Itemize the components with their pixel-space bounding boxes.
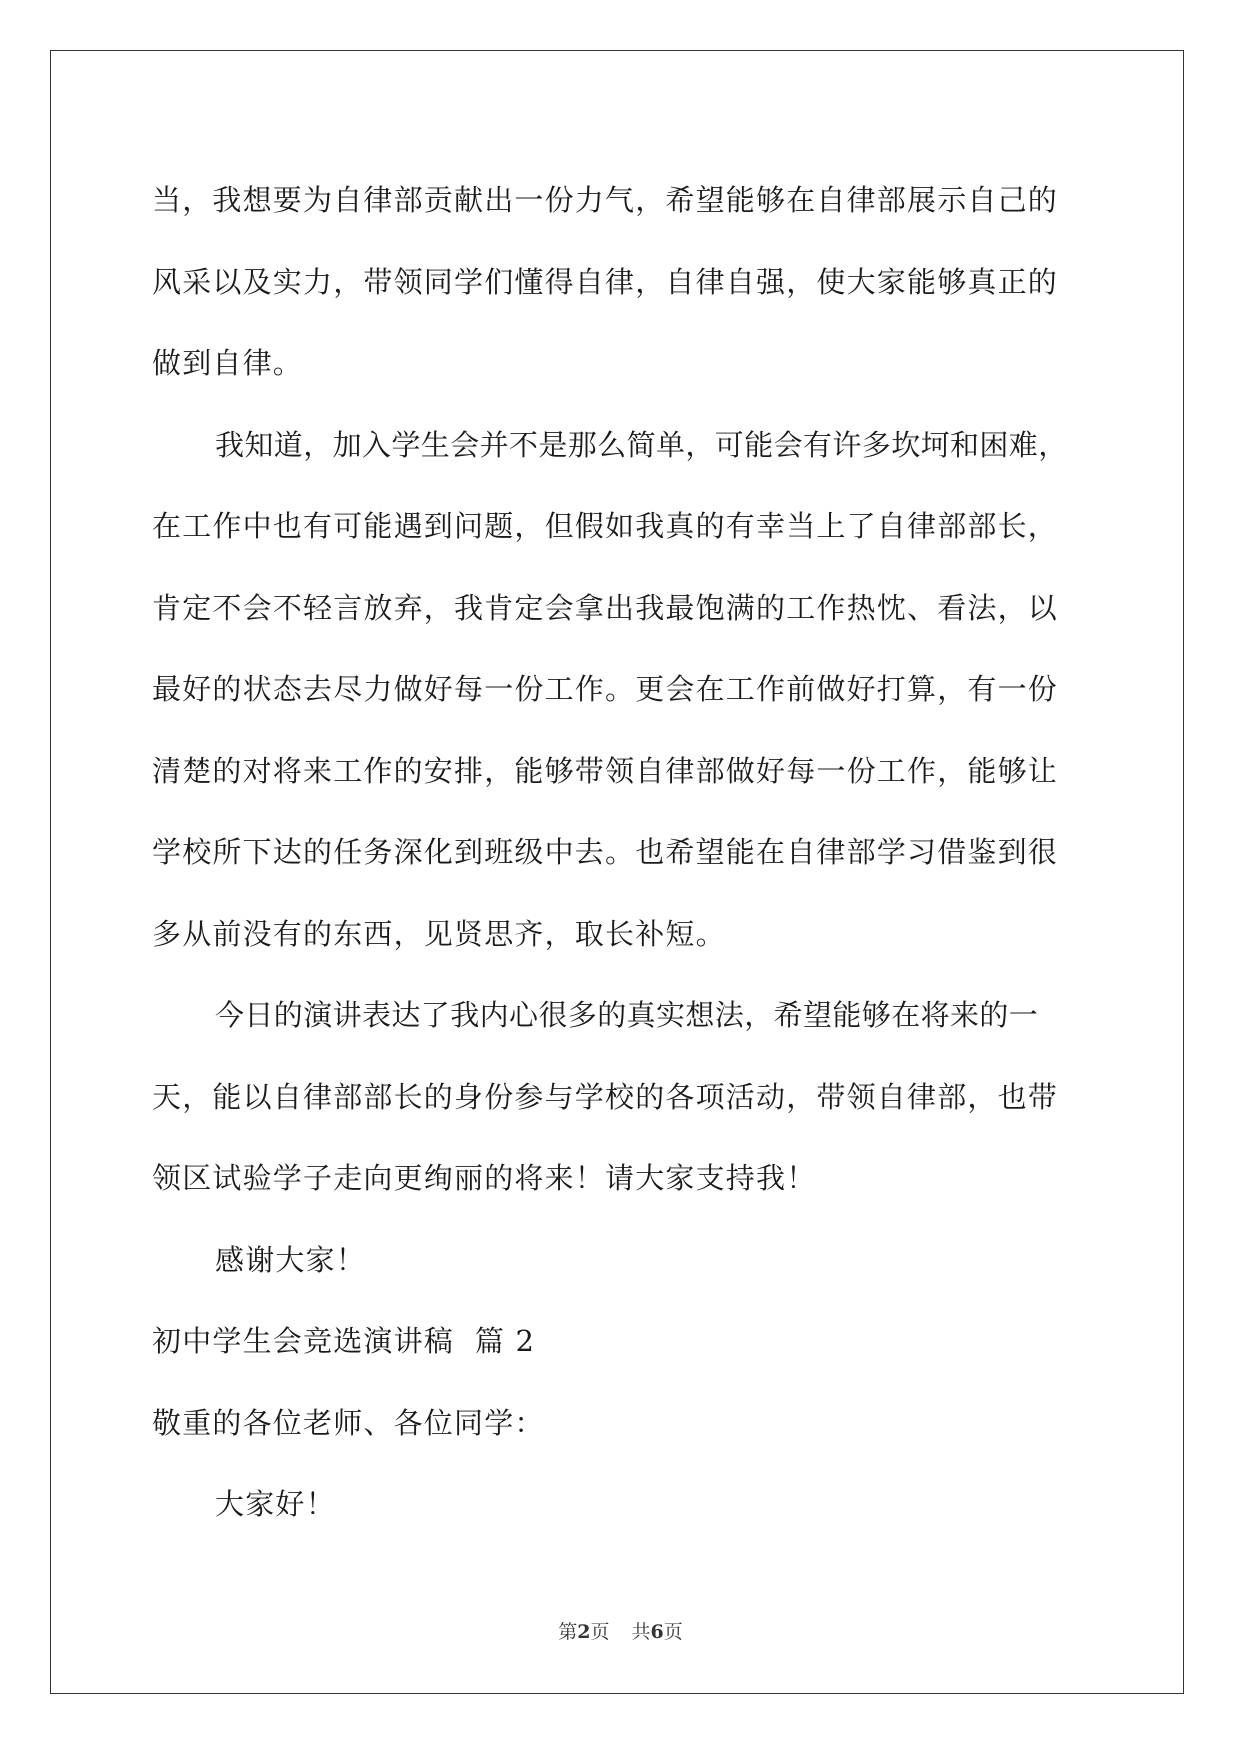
closing-thanks: 感谢大家！ xyxy=(215,1242,367,1277)
paragraph-line: 清楚的对将来工作的安排，能够带领自律部做好每一份工作，能够让 xyxy=(152,753,1059,788)
current-page-number: 2 xyxy=(577,1621,591,1643)
paragraph-line: 多从前没有的东西，见贤思齐，取长补短。 xyxy=(152,916,726,951)
greeting: 大家好！ xyxy=(215,1487,336,1521)
paragraph-line: 我知道，加入学生会并不是那么简单，可能会有许多坎坷和困难， xyxy=(215,427,1068,462)
paragraph-line: 肯定不会不轻言放弃，我肯定会拿出我最饱满的工作热忱、看法，以 xyxy=(152,590,1059,625)
paragraph-line: 做到自律。 xyxy=(152,346,304,380)
paragraph-line: 当，我想要为自律部贡献出一份力气，希望能够在自律部展示自己的 xyxy=(152,183,1059,217)
footer-page-suffix: 页 xyxy=(590,1621,610,1643)
paragraph-line: 风采以及实力，带领同学们懂得自律，自律自强，使大家能够真正的 xyxy=(152,264,1059,299)
total-pages-number: 6 xyxy=(650,1621,664,1643)
paragraph-line: 今日的演讲表达了我内心很多的真实想法，希望能够在将来的一 xyxy=(215,998,1039,1032)
page-footer xyxy=(0,1617,1241,1644)
paragraph-line: 天，能以自律部部长的身份参与学校的各项活动，带领自律部，也带 xyxy=(152,1079,1059,1114)
paragraph-line: 最好的状态去尽力做好每一份工作。更会在工作前做好打算，有一份 xyxy=(152,672,1059,706)
paragraph-line: 领区试验学子走向更绚丽的将来！请大家支持我！ xyxy=(152,1161,817,1195)
document-body xyxy=(152,160,1092,1546)
footer-total-suffix: 页 xyxy=(663,1621,683,1643)
footer-prefix: 第 xyxy=(558,1621,578,1643)
paragraph-line: 学校所下达的任务深化到班级中去。也希望能在自律部学习借鉴到很 xyxy=(152,835,1059,869)
paragraph-line: 在工作中也有可能遇到问题，但假如我真的有幸当上了自律部部长， xyxy=(152,509,1059,543)
salutation: 敬重的各位老师、各位同学： xyxy=(152,1405,545,1440)
section-heading: 初中学生会竞选演讲稿 篇 2 xyxy=(152,1324,536,1358)
footer-total-prefix: 共 xyxy=(631,1621,651,1643)
